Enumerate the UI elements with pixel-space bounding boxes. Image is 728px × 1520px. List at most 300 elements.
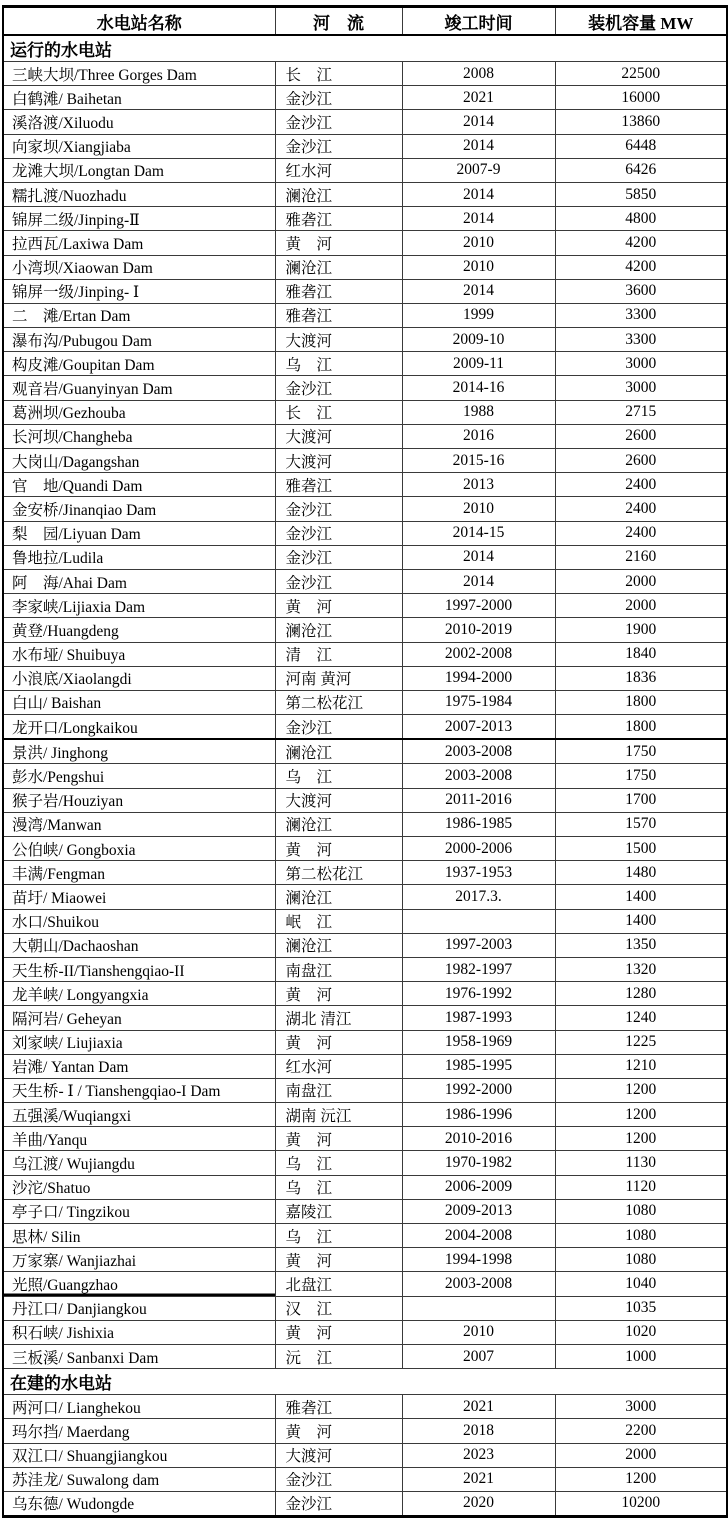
table-row — [3, 1103, 727, 1127]
river-cell: 黄 河 — [275, 1419, 402, 1443]
river-cell: 黄 河 — [275, 231, 402, 255]
header-row — [3, 7, 727, 36]
col-header-completion-time: 竣工时间 — [402, 7, 555, 36]
river-cell: 乌 江 — [275, 1151, 402, 1175]
capacity-cell: 2400 — [555, 473, 727, 497]
river-cell: 雅砻江 — [275, 279, 402, 303]
table-row — [3, 909, 727, 933]
completion-cell: 1997-2003 — [402, 933, 555, 957]
capacity-cell: 2600 — [555, 424, 727, 448]
capacity-cell: 2160 — [555, 545, 727, 569]
table-row — [3, 1419, 727, 1443]
table-row — [3, 642, 727, 666]
capacity-cell: 1120 — [555, 1175, 727, 1199]
table-row — [3, 207, 727, 231]
station-name-cell: 羊曲/Yanqu — [3, 1127, 275, 1151]
river-cell: 长 江 — [275, 62, 402, 86]
station-name-cell: 锦屏一级/Jinping- Ⅰ — [3, 279, 275, 303]
river-cell: 红水河 — [275, 1054, 402, 1078]
table-row — [3, 110, 727, 134]
river-cell: 清 江 — [275, 642, 402, 666]
completion-cell: 2010 — [402, 1320, 555, 1344]
completion-cell: 2010-2019 — [402, 618, 555, 642]
completion-cell: 2009-2013 — [402, 1199, 555, 1223]
table-row — [3, 473, 727, 497]
station-name-cell: 向家坝/Xiangjiaba — [3, 134, 275, 158]
completion-cell: 2017.3. — [402, 885, 555, 909]
capacity-cell: 2200 — [555, 1419, 727, 1443]
completion-cell: 2014 — [402, 134, 555, 158]
river-cell: 嘉陵江 — [275, 1199, 402, 1223]
river-cell: 汉 江 — [275, 1296, 402, 1320]
table-row — [3, 231, 727, 255]
capacity-cell: 1900 — [555, 618, 727, 642]
station-name-cell: 二 滩/Ertan Dam — [3, 303, 275, 327]
table-row — [3, 690, 727, 714]
river-cell: 金沙江 — [275, 521, 402, 545]
completion-cell: 1997-2000 — [402, 594, 555, 618]
station-name-cell: 白山/ Baishan — [3, 690, 275, 714]
station-name-cell: 光照/Guangzhao — [3, 1272, 275, 1296]
table-row — [3, 545, 727, 569]
table-row — [3, 1395, 727, 1419]
station-name-cell: 三板溪/ Sanbanxi Dam — [3, 1344, 275, 1368]
station-name-cell: 金安桥/Jinanqiao Dam — [3, 497, 275, 521]
capacity-cell: 1700 — [555, 788, 727, 812]
river-cell: 金沙江 — [275, 1491, 402, 1516]
station-name-cell: 龙羊峡/ Longyangxia — [3, 982, 275, 1006]
station-name-cell: 亭子口/ Tingzikou — [3, 1199, 275, 1223]
completion-cell: 1958-1969 — [402, 1030, 555, 1054]
river-cell: 金沙江 — [275, 110, 402, 134]
completion-cell: 1975-1984 — [402, 690, 555, 714]
completion-cell: 2014 — [402, 182, 555, 206]
col-header-installed-capacity: 装机容量 MW — [555, 7, 727, 36]
capacity-cell: 1225 — [555, 1030, 727, 1054]
station-name-cell: 龙开口/Longkaikou — [3, 715, 275, 740]
river-cell: 黄 河 — [275, 1248, 402, 1272]
station-name-cell: 丹江口/ Danjiangkou — [3, 1296, 275, 1320]
station-name-cell: 李家峡/Lijiaxia Dam — [3, 594, 275, 618]
table-row — [3, 424, 727, 448]
completion-cell: 2016 — [402, 424, 555, 448]
completion-cell: 2006-2009 — [402, 1175, 555, 1199]
capacity-cell: 13860 — [555, 110, 727, 134]
station-name-cell: 积石峡/ Jishixia — [3, 1320, 275, 1344]
completion-cell: 2014 — [402, 110, 555, 134]
station-name-cell: 龙滩大坝/Longtan Dam — [3, 158, 275, 182]
station-name-cell: 景洪/ Jinghong — [3, 739, 275, 764]
station-name-cell: 五强溪/Wuqiangxi — [3, 1103, 275, 1127]
station-name-cell: 猴子岩/Houziyan — [3, 788, 275, 812]
section-label: 在建的水电站 — [3, 1369, 727, 1395]
capacity-cell: 1750 — [555, 764, 727, 788]
table-row — [3, 1491, 727, 1516]
station-name-cell: 漫湾/Manwan — [3, 812, 275, 836]
river-cell: 金沙江 — [275, 376, 402, 400]
completion-cell: 1986-1996 — [402, 1103, 555, 1127]
river-cell: 南盘江 — [275, 957, 402, 981]
table-row — [3, 666, 727, 690]
river-cell: 乌 江 — [275, 352, 402, 376]
river-cell: 金沙江 — [275, 715, 402, 740]
station-name-cell: 大朝山/Dachaoshan — [3, 933, 275, 957]
hydropower-stations-table — [2, 5, 728, 1518]
completion-cell: 1999 — [402, 303, 555, 327]
river-cell: 金沙江 — [275, 1467, 402, 1491]
river-cell: 乌 江 — [275, 1224, 402, 1248]
station-name-cell: 彭水/Pengshui — [3, 764, 275, 788]
table-row — [3, 62, 727, 86]
river-cell: 金沙江 — [275, 497, 402, 521]
completion-cell: 1988 — [402, 400, 555, 424]
station-name-cell: 隔河岩/ Geheyan — [3, 1006, 275, 1030]
completion-cell: 2010 — [402, 497, 555, 521]
capacity-cell: 1080 — [555, 1199, 727, 1223]
river-cell: 澜沧江 — [275, 933, 402, 957]
capacity-cell: 1080 — [555, 1224, 727, 1248]
capacity-cell: 5850 — [555, 182, 727, 206]
table-row — [3, 1127, 727, 1151]
station-name-cell: 三峡大坝/Three Gorges Dam — [3, 62, 275, 86]
river-cell: 金沙江 — [275, 545, 402, 569]
capacity-cell: 4800 — [555, 207, 727, 231]
capacity-cell: 2400 — [555, 497, 727, 521]
table-row — [3, 303, 727, 327]
table-row — [3, 497, 727, 521]
completion-cell: 1985-1995 — [402, 1054, 555, 1078]
completion-cell: 1982-1997 — [402, 957, 555, 981]
capacity-cell: 1020 — [555, 1320, 727, 1344]
station-name-cell: 双江口/ Shuangjiangkou — [3, 1443, 275, 1467]
river-cell: 澜沧江 — [275, 739, 402, 764]
table-row — [3, 1443, 727, 1467]
capacity-cell: 1800 — [555, 690, 727, 714]
station-name-cell: 万家寨/ Wanjiazhai — [3, 1248, 275, 1272]
station-name-cell: 长河坝/Changheba — [3, 424, 275, 448]
table-row — [3, 182, 727, 206]
section-header-operating — [3, 35, 727, 62]
completion-cell — [402, 909, 555, 933]
capacity-cell: 2600 — [555, 449, 727, 473]
station-name-cell: 水布垭/ Shuibuya — [3, 642, 275, 666]
river-cell: 金沙江 — [275, 86, 402, 110]
river-cell: 大渡河 — [275, 788, 402, 812]
table-row — [3, 1078, 727, 1102]
station-name-cell: 官 地/Quandi Dam — [3, 473, 275, 497]
station-name-cell: 阿 海/Ahai Dam — [3, 569, 275, 593]
station-name-cell: 葛洲坝/Gezhouba — [3, 400, 275, 424]
capacity-cell: 2715 — [555, 400, 727, 424]
table-row — [3, 861, 727, 885]
capacity-cell: 1400 — [555, 885, 727, 909]
station-name-cell: 瀑布沟/Pubugou Dam — [3, 328, 275, 352]
capacity-cell: 4200 — [555, 255, 727, 279]
capacity-cell: 2000 — [555, 594, 727, 618]
station-name-cell: 小湾坝/Xiaowan Dam — [3, 255, 275, 279]
river-cell: 大渡河 — [275, 1443, 402, 1467]
completion-cell: 1987-1993 — [402, 1006, 555, 1030]
completion-cell: 2009-10 — [402, 328, 555, 352]
river-cell: 雅砻江 — [275, 1395, 402, 1419]
completion-cell: 2003-2008 — [402, 1272, 555, 1296]
river-cell: 黄 河 — [275, 1030, 402, 1054]
capacity-cell: 16000 — [555, 86, 727, 110]
station-name-cell: 刘家峡/ Liujiaxia — [3, 1030, 275, 1054]
station-name-cell: 糯扎渡/Nuozhadu — [3, 182, 275, 206]
station-name-cell: 苏洼龙/ Suwalong dam — [3, 1467, 275, 1491]
river-cell: 第二松花江 — [275, 861, 402, 885]
capacity-cell: 3000 — [555, 1395, 727, 1419]
table-row — [3, 376, 727, 400]
capacity-cell: 2000 — [555, 569, 727, 593]
table-row — [3, 812, 727, 836]
river-cell: 乌 江 — [275, 764, 402, 788]
river-cell: 金沙江 — [275, 569, 402, 593]
completion-cell: 2010-2016 — [402, 1127, 555, 1151]
completion-cell: 2009-11 — [402, 352, 555, 376]
station-name-cell: 苗圩/ Miaowei — [3, 885, 275, 909]
river-cell: 澜沧江 — [275, 618, 402, 642]
station-name-cell: 观音岩/Guanyinyan Dam — [3, 376, 275, 400]
river-cell: 第二松花江 — [275, 690, 402, 714]
river-cell: 岷 江 — [275, 909, 402, 933]
station-name-cell: 大岗山/Dagangshan — [3, 449, 275, 473]
capacity-cell: 22500 — [555, 62, 727, 86]
completion-cell: 2003-2008 — [402, 739, 555, 764]
section-header-under-construction — [3, 1369, 727, 1395]
col-header-river: 河 流 — [275, 7, 402, 36]
completion-cell: 2014 — [402, 207, 555, 231]
table-row — [3, 1320, 727, 1344]
section-label: 运行的水电站 — [3, 35, 727, 62]
table-row — [3, 594, 727, 618]
river-cell: 黄 河 — [275, 1127, 402, 1151]
table-row — [3, 255, 727, 279]
station-name-cell: 两河口/ Lianghekou — [3, 1395, 275, 1419]
capacity-cell: 3000 — [555, 376, 727, 400]
capacity-cell: 1400 — [555, 909, 727, 933]
river-cell: 沅 江 — [275, 1344, 402, 1368]
completion-cell: 2007 — [402, 1344, 555, 1368]
completion-cell: 2021 — [402, 86, 555, 110]
table-row — [3, 1054, 727, 1078]
capacity-cell: 4200 — [555, 231, 727, 255]
completion-cell — [402, 1296, 555, 1320]
completion-cell: 2007-2013 — [402, 715, 555, 740]
table-row — [3, 837, 727, 861]
completion-cell: 1992-2000 — [402, 1078, 555, 1102]
station-name-cell: 溪洛渡/Xiluodu — [3, 110, 275, 134]
station-name-cell: 玛尔挡/ Maerdang — [3, 1419, 275, 1443]
river-cell: 澜沧江 — [275, 885, 402, 909]
completion-cell: 2015-16 — [402, 449, 555, 473]
table-row — [3, 715, 727, 740]
station-name-cell: 天生桥-II/Tianshengqiao-II — [3, 957, 275, 981]
station-name-cell: 构皮滩/Goupitan Dam — [3, 352, 275, 376]
table-row — [3, 134, 727, 158]
table-row — [3, 521, 727, 545]
table-row — [3, 1296, 727, 1320]
capacity-cell: 1350 — [555, 933, 727, 957]
river-cell: 湖南 沅江 — [275, 1103, 402, 1127]
table-row — [3, 328, 727, 352]
station-name-cell: 丰满/Fengman — [3, 861, 275, 885]
station-name-cell: 拉西瓦/Laxiwa Dam — [3, 231, 275, 255]
completion-cell: 2011-2016 — [402, 788, 555, 812]
table-row — [3, 982, 727, 1006]
completion-cell: 2020 — [402, 1491, 555, 1516]
station-name-cell: 白鹤滩/ Baihetan — [3, 86, 275, 110]
capacity-cell: 1280 — [555, 982, 727, 1006]
table-row — [3, 352, 727, 376]
table-row — [3, 933, 727, 957]
capacity-cell: 1200 — [555, 1467, 727, 1491]
river-cell: 雅砻江 — [275, 473, 402, 497]
completion-cell: 2018 — [402, 1419, 555, 1443]
completion-cell: 2004-2008 — [402, 1224, 555, 1248]
completion-cell: 2014-16 — [402, 376, 555, 400]
station-name-cell: 水口/Shuikou — [3, 909, 275, 933]
completion-cell: 2021 — [402, 1467, 555, 1491]
table-row — [3, 1344, 727, 1368]
capacity-cell: 1570 — [555, 812, 727, 836]
capacity-cell: 1500 — [555, 837, 727, 861]
completion-cell: 2007-9 — [402, 158, 555, 182]
table-row — [3, 1151, 727, 1175]
completion-cell: 2003-2008 — [402, 764, 555, 788]
capacity-cell: 2400 — [555, 521, 727, 545]
capacity-cell: 6426 — [555, 158, 727, 182]
table-row — [3, 1248, 727, 1272]
river-cell: 澜沧江 — [275, 182, 402, 206]
capacity-cell: 1200 — [555, 1103, 727, 1127]
station-name-cell: 天生桥- Ⅰ / Tianshengqiao-I Dam — [3, 1078, 275, 1102]
river-cell: 黄 河 — [275, 982, 402, 1006]
river-cell: 红水河 — [275, 158, 402, 182]
completion-cell: 2014-15 — [402, 521, 555, 545]
table-row — [3, 957, 727, 981]
river-cell: 北盘江 — [275, 1272, 402, 1296]
capacity-cell: 1240 — [555, 1006, 727, 1030]
station-name-cell: 沙沱/Shatuo — [3, 1175, 275, 1199]
capacity-cell: 2000 — [555, 1443, 727, 1467]
completion-cell: 2000-2006 — [402, 837, 555, 861]
completion-cell: 2014 — [402, 279, 555, 303]
table-row — [3, 788, 727, 812]
completion-cell: 1994-1998 — [402, 1248, 555, 1272]
river-cell: 长 江 — [275, 400, 402, 424]
river-cell: 澜沧江 — [275, 255, 402, 279]
table-row — [3, 618, 727, 642]
table-row — [3, 1175, 727, 1199]
station-name-cell: 思林/ Silin — [3, 1224, 275, 1248]
table-row — [3, 449, 727, 473]
river-cell: 黄 河 — [275, 594, 402, 618]
table-row — [3, 1467, 727, 1491]
completion-cell: 2021 — [402, 1395, 555, 1419]
completion-cell: 1937-1953 — [402, 861, 555, 885]
completion-cell: 1986-1985 — [402, 812, 555, 836]
capacity-cell: 1040 — [555, 1272, 727, 1296]
station-name-cell: 梨 园/Liyuan Dam — [3, 521, 275, 545]
completion-cell: 2010 — [402, 255, 555, 279]
completion-cell: 2014 — [402, 545, 555, 569]
table-row — [3, 739, 727, 764]
river-cell: 黄 河 — [275, 1320, 402, 1344]
capacity-cell: 1200 — [555, 1078, 727, 1102]
completion-cell: 1994-2000 — [402, 666, 555, 690]
river-cell: 大渡河 — [275, 449, 402, 473]
table-row — [3, 1224, 727, 1248]
river-cell: 雅砻江 — [275, 207, 402, 231]
station-name-cell: 乌东德/ Wudongde — [3, 1491, 275, 1516]
river-cell: 大渡河 — [275, 424, 402, 448]
capacity-cell: 1800 — [555, 715, 727, 740]
completion-cell: 2014 — [402, 569, 555, 593]
table-row — [3, 279, 727, 303]
table-row — [3, 569, 727, 593]
capacity-cell: 3600 — [555, 279, 727, 303]
capacity-cell: 1210 — [555, 1054, 727, 1078]
river-cell: 澜沧江 — [275, 812, 402, 836]
capacity-cell: 1750 — [555, 739, 727, 764]
river-cell: 乌 江 — [275, 1175, 402, 1199]
table-row — [3, 764, 727, 788]
table-row — [3, 1199, 727, 1223]
station-name-cell: 公伯峡/ Gongboxia — [3, 837, 275, 861]
capacity-cell: 10200 — [555, 1491, 727, 1516]
station-name-cell: 小浪底/Xiaolangdi — [3, 666, 275, 690]
table-row — [3, 158, 727, 182]
capacity-cell: 1840 — [555, 642, 727, 666]
completion-cell: 2002-2008 — [402, 642, 555, 666]
col-header-station-name: 水电站名称 — [3, 7, 275, 36]
river-cell: 湖北 清江 — [275, 1006, 402, 1030]
completion-cell: 2023 — [402, 1443, 555, 1467]
station-name-cell: 乌江渡/ Wujiangdu — [3, 1151, 275, 1175]
river-cell: 大渡河 — [275, 328, 402, 352]
table-row — [3, 1272, 727, 1296]
table-row — [3, 1030, 727, 1054]
capacity-cell: 1200 — [555, 1127, 727, 1151]
river-cell: 雅砻江 — [275, 303, 402, 327]
capacity-cell: 1000 — [555, 1344, 727, 1368]
completion-cell: 2010 — [402, 231, 555, 255]
station-name-cell: 黄登/Huangdeng — [3, 618, 275, 642]
completion-cell: 1970-1982 — [402, 1151, 555, 1175]
river-cell: 南盘江 — [275, 1078, 402, 1102]
capacity-cell: 1320 — [555, 957, 727, 981]
station-name-cell: 鲁地拉/Ludila — [3, 545, 275, 569]
capacity-cell: 1035 — [555, 1296, 727, 1320]
completion-cell: 1976-1992 — [402, 982, 555, 1006]
capacity-cell: 1480 — [555, 861, 727, 885]
river-cell: 黄 河 — [275, 837, 402, 861]
completion-cell: 2013 — [402, 473, 555, 497]
station-name-cell: 锦屏二级/Jinping-Ⅱ — [3, 207, 275, 231]
capacity-cell: 1130 — [555, 1151, 727, 1175]
capacity-cell: 1836 — [555, 666, 727, 690]
completion-cell: 2008 — [402, 62, 555, 86]
table-row — [3, 885, 727, 909]
table-row — [3, 400, 727, 424]
capacity-cell: 3300 — [555, 328, 727, 352]
table-row — [3, 1006, 727, 1030]
river-cell: 河南 黄河 — [275, 666, 402, 690]
capacity-cell: 3000 — [555, 352, 727, 376]
capacity-cell: 3300 — [555, 303, 727, 327]
